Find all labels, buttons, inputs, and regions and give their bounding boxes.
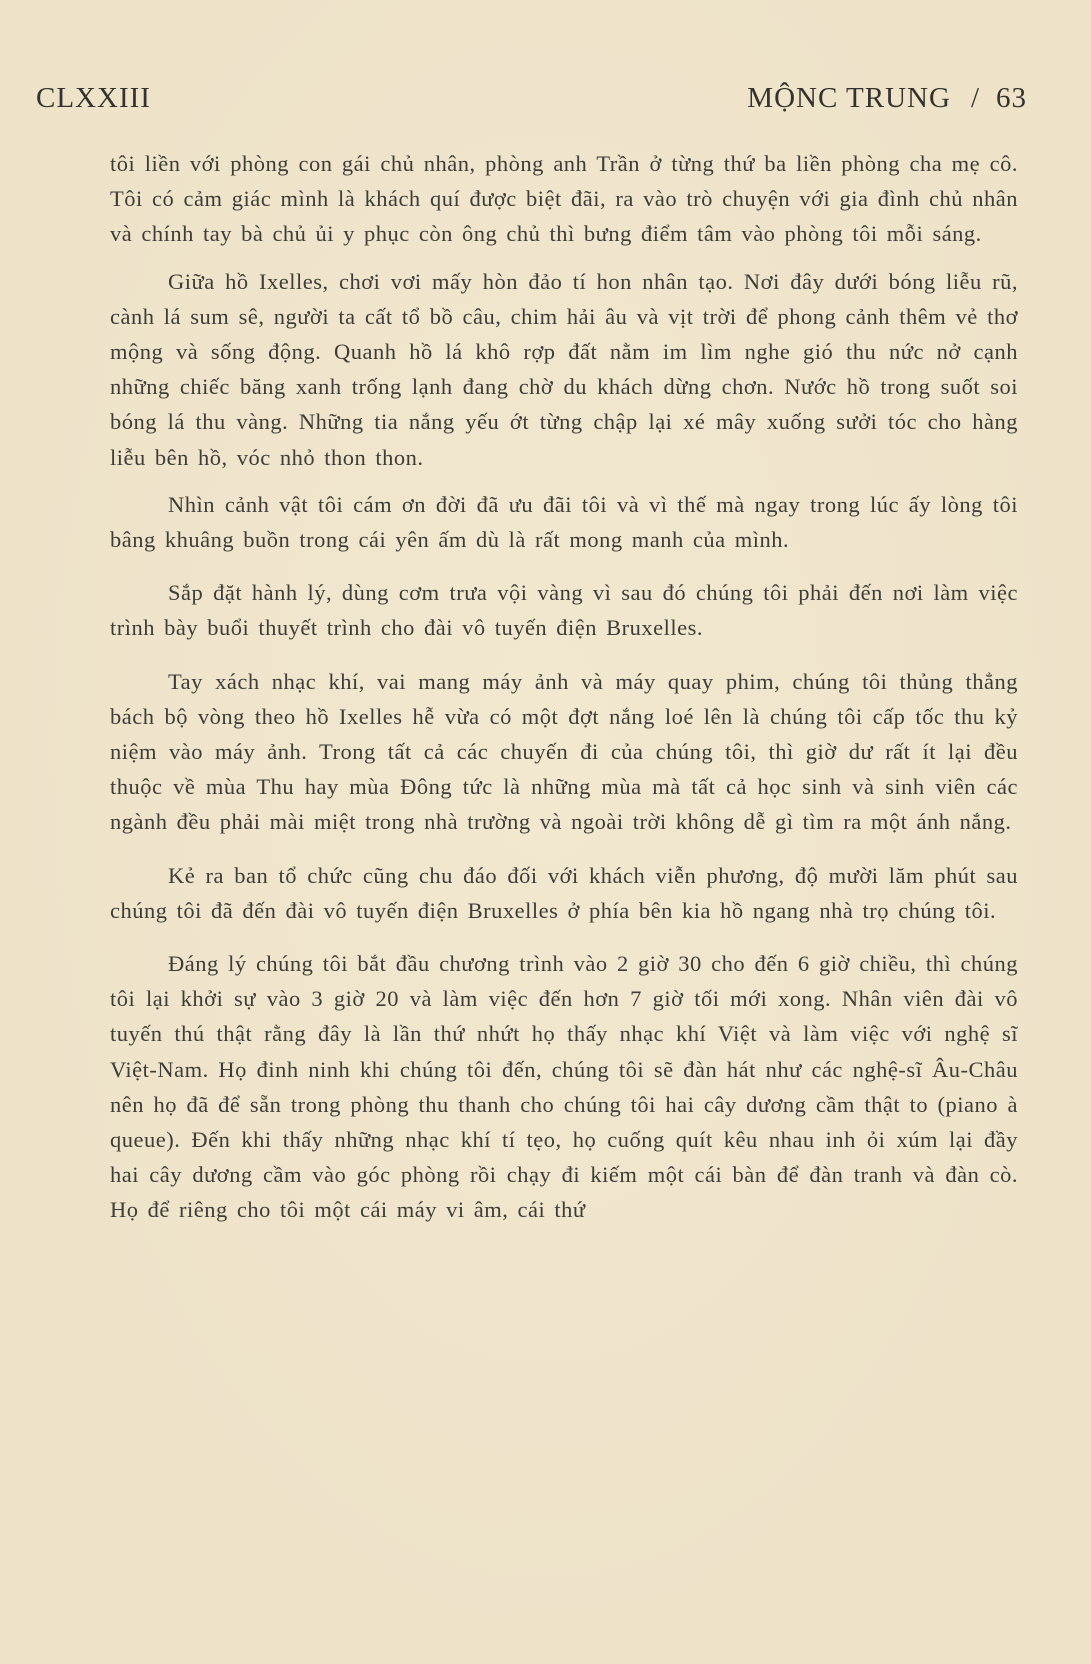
body-text bbox=[110, 146, 1018, 1228]
paragraph-2: Giữa hồ Ixelles, chơi vơi mấy hòn đảo tí hon nhân tạo. Nơi đây dưới bóng liễu rũ, cành lá sum sê, người ta cất tổ bồ câu, chim hải âu và vịt trời để phong cảnh thêm vẻ thơ mộng và sống động. Quanh hồ lá khô rợp đất nằm im lìm nghe gió thu nức nở cạnh những chiếc băng xanh trống lạnh đang chờ du khách dừng chơn. Nước hồ trong suốt soi bóng lá thu vàng. Những tia nắng yếu ớt từng chập lại xé mây xuống sưởi tóc cho hàng liễu bên hồ, vóc nhỏ thon thon. bbox=[110, 268, 1018, 470]
paragraph-7: Đáng lý chúng tôi bắt đầu chương trình vào 2 giờ 30 cho đến 6 giờ chiều, thì chúng tôi lại khởi sự vào 3 giờ 20 và làm việc đến hơn 7 giờ tối mới xong. Nhân viên đài vô tuyến thú thật rằng đây là lần thứ nhứt họ thấy nhạc khí Việt và làm việc với nghệ sĩ Việt-Nam. Họ đinh ninh khi chúng tôi đến, chúng tôi sẽ đàn hát như các nghệ-sĩ Âu-Châu nên họ đã để sẵn trong phòng thu thanh cho chúng tôi hai cây dương cầm thật to (piano à queue). Đến khi thấy những nhạc khí tí tẹo, họ cuống quít kêu nhau inh ỏi xúm lại đầy hai cây dương cầm vào góc phòng rồi chạy đi kiếm một cái bàn để đàn tranh và đàn cò. Họ để riêng cho tôi một cái máy vi âm, cái thứ bbox=[110, 951, 1018, 1223]
page-number: 63 bbox=[996, 82, 1027, 114]
paragraph-1: tôi liền với phòng con gái chủ nhân, phòng anh Trần ở từng thứ ba liền phòng cha mẹ cô. Tôi có cảm giác mình là khách quí được biệt đãi, ra vào trò chuyện với gia đình chủ nhân và chính tay bà chủ ủi y phục còn ông chủ thì bưng điểm tâm vào phòng tôi mỗi sáng. bbox=[110, 151, 1018, 247]
paragraph-6: Kẻ ra ban tổ chức cũng chu đáo đối với khách viễn phương, độ mười lăm phút sau chúng tôi đã đến đài vô tuyến điện Bruxelles ở phía bên kia hồ ngang nhà trọ chúng tôi. bbox=[110, 862, 1018, 923]
paragraph-3: Nhìn cảnh vật tôi cám ơn đời đã ưu đãi tôi và vì thế mà ngay trong lúc ấy lòng tôi bâng khuâng buồn trong cái yên ấm dù là rất mong manh của mình. bbox=[110, 491, 1018, 553]
paragraph-5: Tay xách nhạc khí, vai mang máy ảnh và máy quay phim, chúng tôi thủng thẳng bách bộ vòng theo hồ Ixelles hễ vừa có một đợt nắng loé lên là chúng tôi cấp tốc thu kỷ niệm vào máy ảnh. Trong tất cả các chuyến đi của chúng tôi, thì giờ dư rất ít lại đều thuộc về mùa Thu hay mùa Đông tức là những mùa mà tất cả học sinh và sinh viên các ngành đều phải mài miệt trong nhà trường và ngoài trời không dễ gì tìm ra một ánh nắng. bbox=[110, 668, 1018, 835]
running-head bbox=[36, 82, 1027, 122]
header-right bbox=[747, 82, 1027, 115]
header-separator: / bbox=[970, 82, 980, 114]
chapter-numeral: CLXXIII bbox=[36, 82, 151, 114]
book-title: MỘNC TRUNG bbox=[747, 82, 951, 114]
paragraph-4: Sắp đặt hành lý, dùng cơm trưa vội vàng vì sau đó chúng tôi phải đến nơi làm việc trình bày buổi thuyết trình cho đài vô tuyến điện Bruxelles. bbox=[110, 580, 1018, 641]
